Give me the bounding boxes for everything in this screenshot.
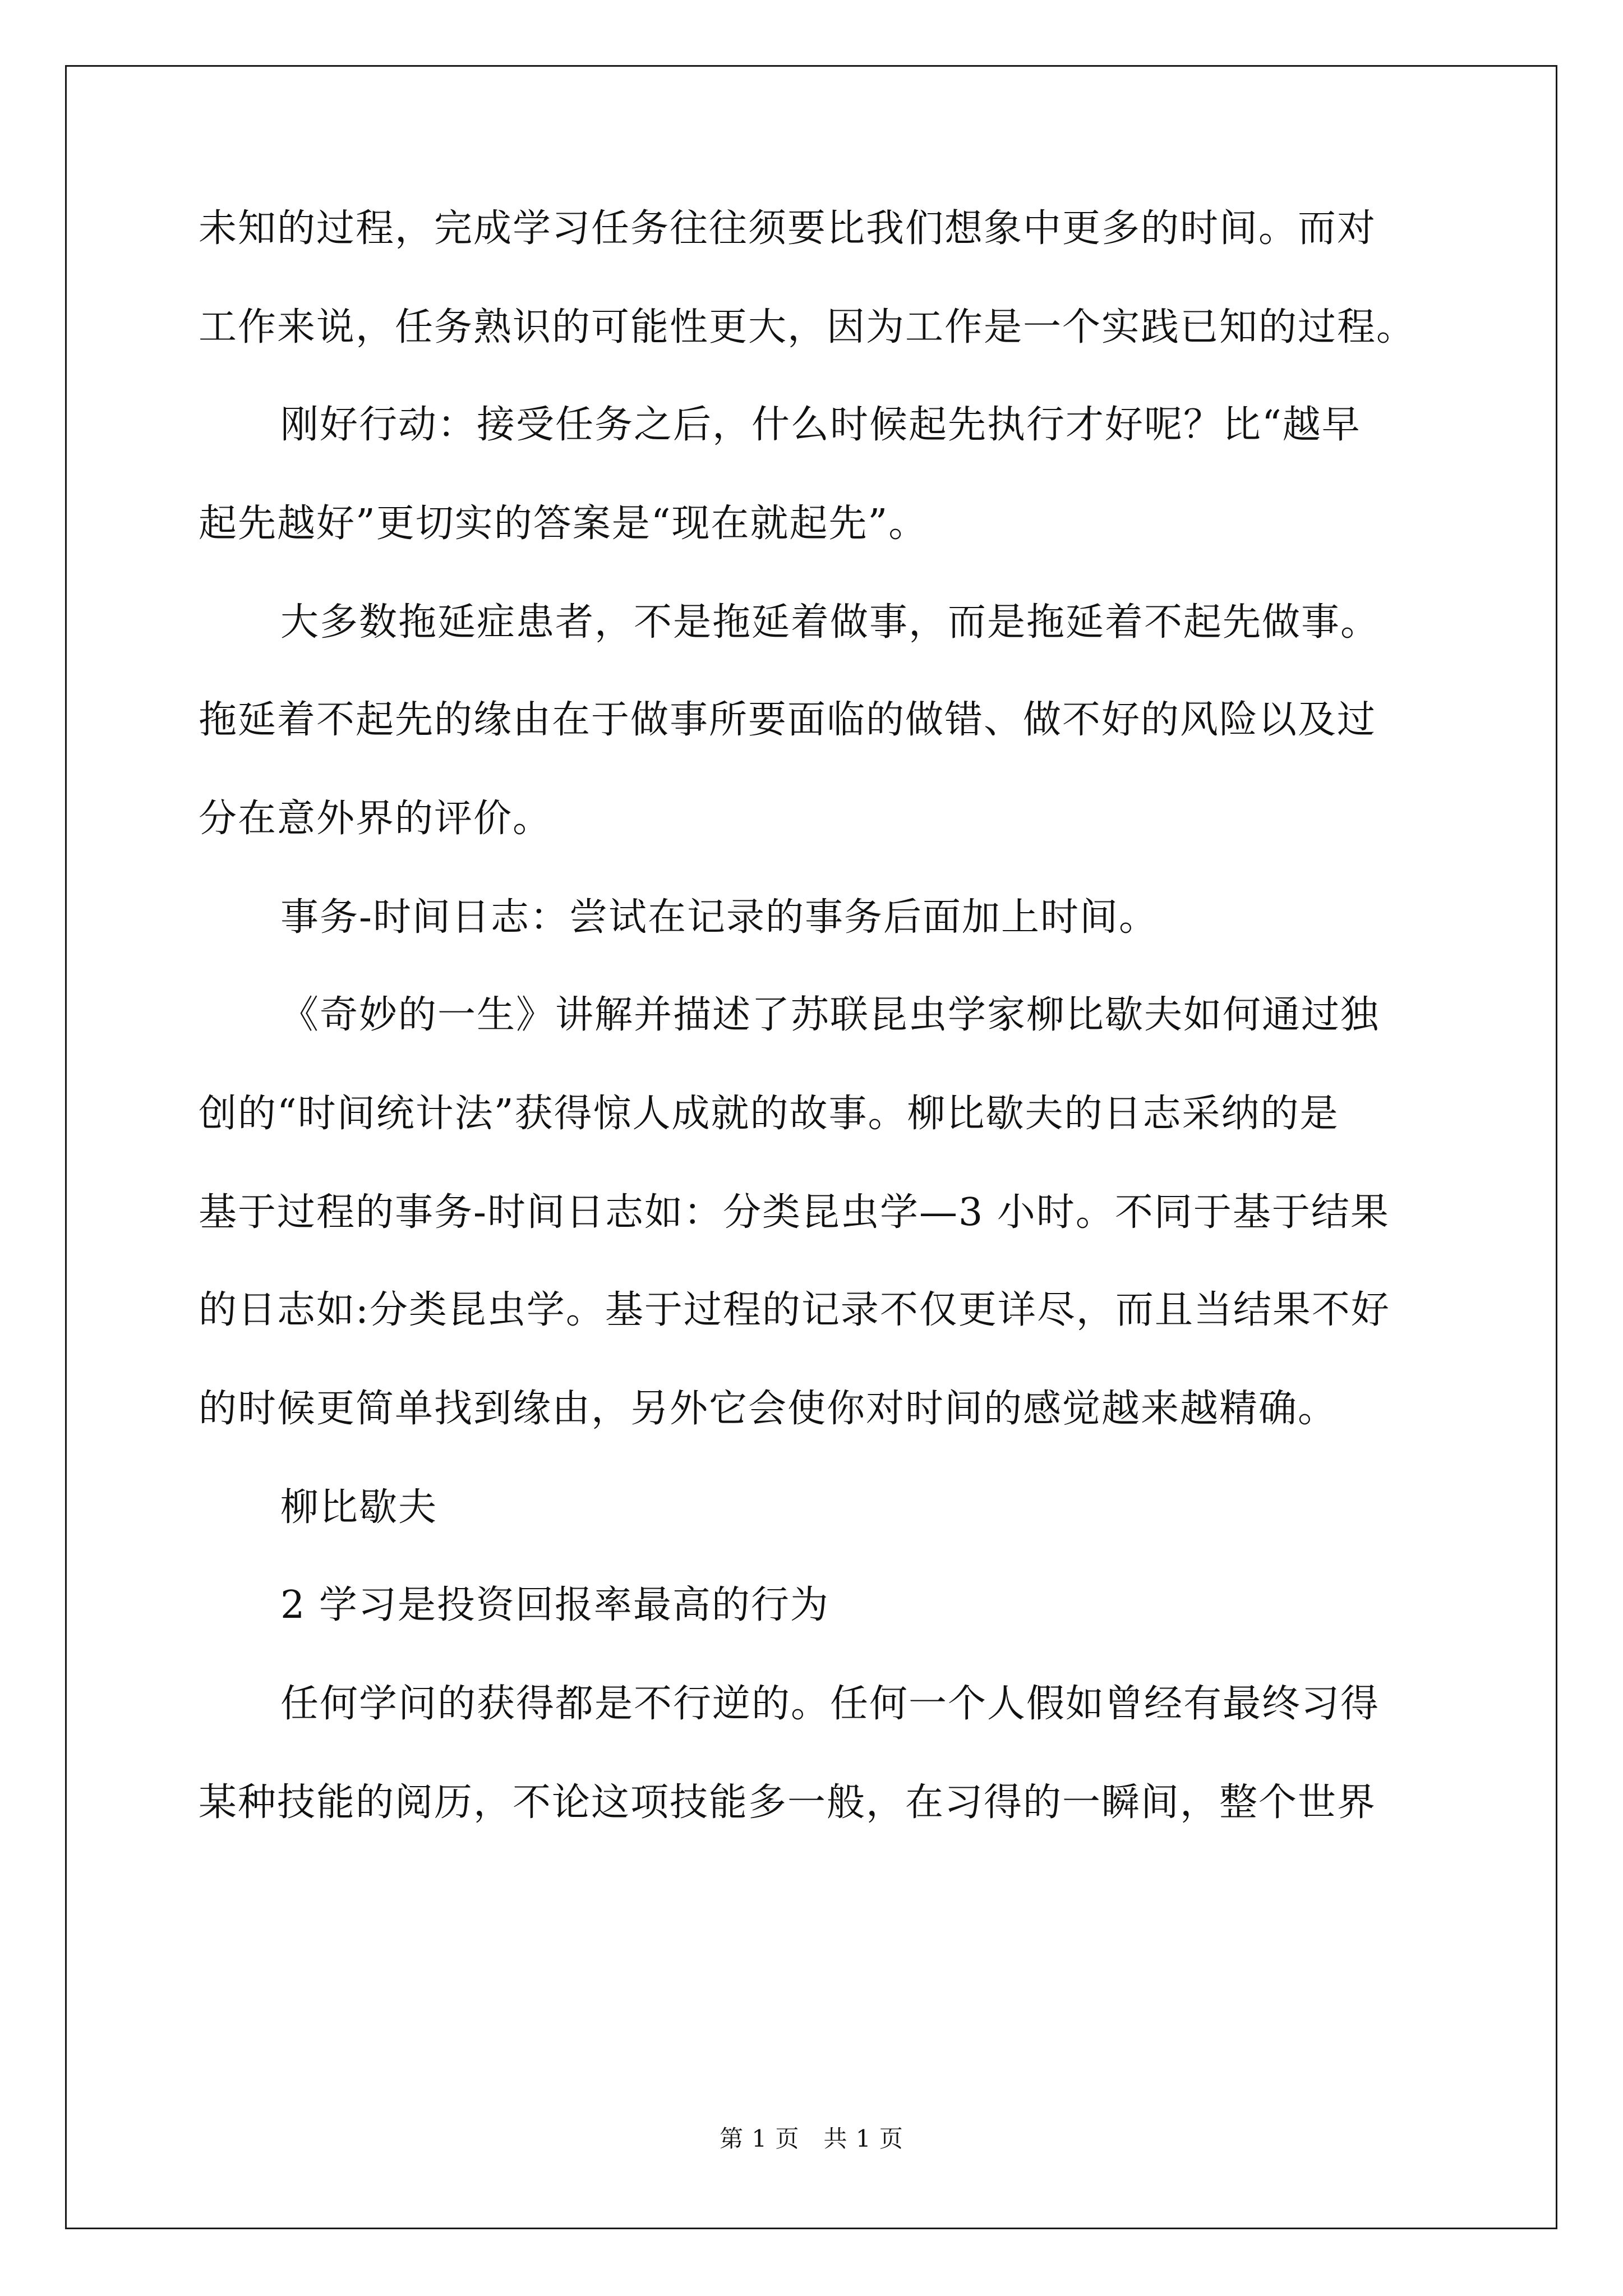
text-line: 拖延着不起先的缘由在于做事所要面临的做错、做不好的风险以及过 <box>199 698 1377 742</box>
paragraph-start: 大多数拖延症患者，不是拖延着做事，而是拖延着不起先做事。 <box>280 600 1380 645</box>
paragraph-start: 柳比歇夫 <box>280 1485 438 1530</box>
paragraph-start: 任何学问的获得都是不行逆的。任何一个人假如曾经有最终习得 <box>280 1682 1380 1726</box>
text-line: 基于过程的事务-时间日志如：分类昆虫学—3 小时。不同于基于结果 <box>199 1190 1390 1235</box>
text-line: 起先越好”更切实的答案是“现在就起先”。 <box>199 501 928 546</box>
paragraph-start: 《奇妙的一生》讲解并描述了苏联昆虫学家柳比歇夫如何通过独 <box>280 993 1380 1037</box>
page-number-footer: 第 1 页 共 1 页 <box>720 2125 903 2152</box>
text-line: 工作来说，任务熟识的可能性更大，因为工作是一个实践已知的过程。 <box>199 305 1416 349</box>
text-line: 的时候更简单找到缘由，另外它会使你对时间的感觉越来越精确。 <box>199 1387 1338 1431</box>
section-heading: 2 学习是投资回报率最高的行为 <box>280 1583 829 1627</box>
paragraph-start: 事务-时间日志：尝试在记录的事务后面加上时间。 <box>280 895 1158 940</box>
page-border <box>65 65 1557 2229</box>
text-line: 创的“时间统计法”获得惊人成就的故事。柳比歇夫的日志采纳的是 <box>199 1092 1339 1136</box>
text-line: 的日志如:分类昆虫学。基于过程的记录不仅更详尽，而且当结果不好 <box>199 1288 1390 1332</box>
text-line: 分在意外界的评价。 <box>199 797 552 841</box>
text-line: 未知的过程，完成学习任务往往须要比我们想象中更多的时间。而对 <box>199 206 1377 251</box>
paragraph-start: 刚好行动：接受任务之后，什么时候起先执行才好呢？比“越早 <box>280 403 1361 447</box>
text-line: 某种技能的阅历，不论这项技能多一般，在习得的一瞬间，整个世界 <box>199 1780 1377 1825</box>
